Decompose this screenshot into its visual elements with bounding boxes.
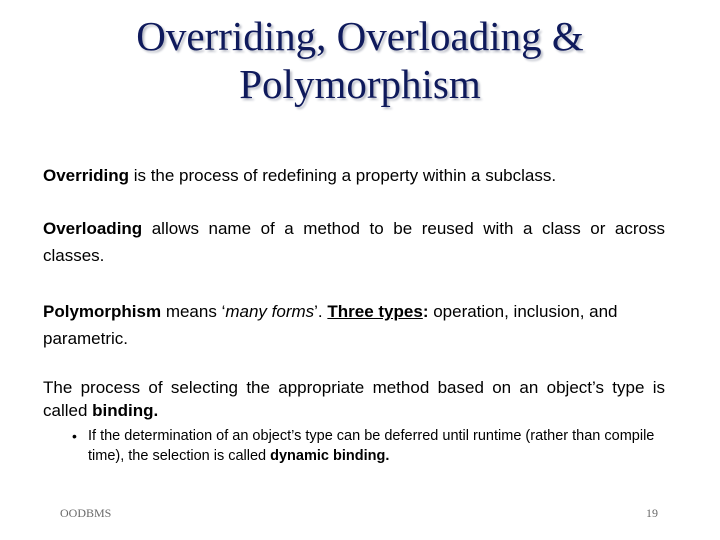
- bullet-marker: •: [72, 428, 77, 444]
- many-forms-phrase: many forms: [225, 302, 315, 321]
- slide-title: [60, 12, 660, 108]
- polymorphism-term: Polymorphism: [43, 302, 162, 321]
- dynamic-binding-bullet: [72, 426, 672, 466]
- overloading-text: allows name of a method to be reused with a class or across classes.: [43, 219, 665, 265]
- binding-paragraph: [43, 376, 665, 422]
- overriding-term: Overriding: [43, 166, 129, 185]
- slide-title-line-2: Polymorphism: [239, 61, 481, 107]
- bullet-text: [88, 426, 672, 466]
- binding-text: The process of selecting the appropriate method based on an object’s type is called: [43, 378, 665, 420]
- three-types-colon: :: [422, 302, 429, 321]
- polymorphism-text-a: means ‘: [161, 302, 226, 321]
- footer-course-label: OODBMS: [60, 506, 112, 520]
- polymorphism-paragraph: [43, 298, 665, 352]
- polymorphism-text-b: ’.: [314, 302, 328, 321]
- footer-page-number: 19: [646, 506, 658, 520]
- dynamic-binding-term: dynamic binding.: [270, 448, 390, 464]
- overriding-paragraph: [43, 162, 665, 189]
- polymorphism-text-c: operation, inclusion, and parametric.: [43, 302, 618, 348]
- three-types-label: Three types: [327, 302, 423, 321]
- overloading-term: Overloading: [43, 219, 143, 238]
- binding-term: binding.: [92, 401, 159, 420]
- slide-title-line-1: Overriding, Overloading &: [136, 13, 584, 59]
- bullet-body: If the determination of an object’s type can be deferred until runtime (rather than compile time), the selection is called: [88, 428, 655, 464]
- overriding-text: is the process of redefining a property within a subclass.: [128, 166, 557, 185]
- overloading-paragraph: [43, 215, 665, 269]
